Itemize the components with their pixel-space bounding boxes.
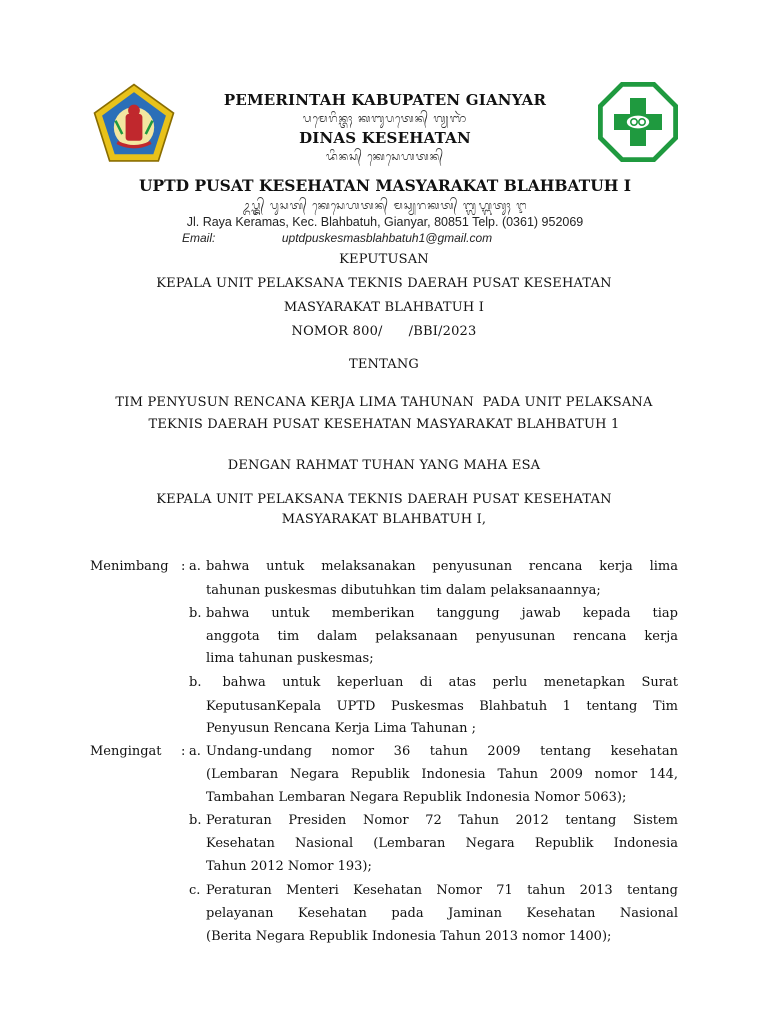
issuer-block-line-1: KEPALA UNIT PELAKSANA TEKNIS DAERAH PUSAT KESEHATAN <box>156 492 612 507</box>
mengingat-c-line: (Berita Negara Republik Indonesia Tahun 2013 nomor 1400); <box>206 929 612 944</box>
government-name: PEMERINTAH KABUPATEN GIANYAR <box>223 91 547 109</box>
puskesmas-logo <box>598 82 678 162</box>
subject-line-2: TEKNIS DAERAH PUSAT KESEHATAN MASYARAKAT BLAHBATUH 1 <box>148 417 620 432</box>
menimbang-c-line: KeputusanKepala UPTD Puskesmas Blahbatuh 1 tentang Tim <box>206 699 678 714</box>
menimbang-c-letter: b. <box>189 675 202 690</box>
tentang-heading: TENTANG <box>348 357 420 372</box>
agency-name: DINAS KESEHATAN <box>299 129 471 147</box>
mengingat-b-line: Peraturan Presiden Nomor 72 Tahun 2012 tentang Sistem <box>206 813 678 828</box>
government-name-balinese: ᬧᬫᬾᬭᬶᬦ᭄ᬢᬄ ᬓᬩᬸᬧᬢᬾᬦ᭄ ᬕ᭄ᬬᬜᬃ <box>302 112 468 125</box>
menimbang-a-line: bahwa untuk melaksanakan penyusunan rencana kerja lima <box>206 559 678 574</box>
mengingat-c-line: Peraturan Menteri Kesehatan Nomor 71 tahun 2013 tentang <box>206 883 678 898</box>
mengingat-colon: : <box>181 744 186 759</box>
menimbang-colon: : <box>181 559 186 574</box>
issuer-line-1: KEPALA UNIT PELAKSANA TEKNIS DAERAH PUSAT KESEHATAN <box>156 276 612 291</box>
issuer-line-2: MASYARAKAT BLAHBATUH I <box>283 300 485 315</box>
mengingat-a-line: Tambahan Lembaran Negara Republik Indonesia Nomor 5063); <box>206 790 627 805</box>
mengingat-a-letter: a. <box>189 744 201 759</box>
mengingat-c-line: pelayanan Kesehatan pada Jaminan Kesehatan Nasional <box>206 906 678 921</box>
menimbang-b-letter: b. <box>189 606 202 621</box>
institution-address: Jl. Raya Keramas, Kec. Blahbatuh, Gianyar, 80851 Telp. (0361) 952069 <box>186 215 584 229</box>
subject-line-1: TIM PENYUSUN RENCANA KERJA LIMA TAHUNAN PADA UNIT PELAKSANA <box>115 395 653 410</box>
menimbang-a-line: tahunan puskesmas dibutuhkan tim dalam pelaksanaannya; <box>206 583 601 598</box>
agency-name-balinese: ᬤᬶᬦᬲ᭄ ᬓᬾᬲᬾᬳᬢᬦ᭄ <box>325 150 445 163</box>
mengingat-c-letter: c. <box>189 883 201 898</box>
menimbang-label: Menimbang <box>90 559 169 574</box>
menimbang-a-letter: a. <box>189 559 201 574</box>
menimbang-b-line: anggota tim dalam pelaksanaan penyusunan rencana kerja <box>206 629 678 644</box>
issuer-block-line-2: MASYARAKAT BLAHBATUH I, <box>281 512 487 527</box>
menimbang-b-line: bahwa untuk memberikan tanggung jawab kepada tiap <box>206 606 678 621</box>
mengingat-b-letter: b. <box>189 813 202 828</box>
gianyar-regency-seal-logo <box>92 82 176 166</box>
invocation: DENGAN RAHMAT TUHAN YANG MAHA ESA <box>227 458 541 473</box>
mengingat-label: Mengingat <box>90 744 162 759</box>
menimbang-b-line: lima tahunan puskesmas; <box>206 651 374 666</box>
decree-number: NOMOR 800/ /BBI/2023 <box>291 324 477 339</box>
doc-type: KEPUTUSAN <box>339 252 429 267</box>
institution-email <box>92 231 678 245</box>
menimbang-c-line: bahwa untuk keperluan di atas perlu menetapkan Surat <box>206 675 678 690</box>
mengingat-b-line: Kesehatan Nasional (Lembaran Negara Republik Indonesia <box>206 836 678 851</box>
mengingat-b-line: Tahun 2012 Nomor 193); <box>206 859 372 874</box>
email-label: Email: <box>182 231 216 245</box>
menimbang-c-line: Penyusun Rencana Kerja Lima Tahunan ; <box>206 721 476 736</box>
institution-name-balinese: ᬉᬧ᭄ᬢ᭄ᬤ᭄ ᬧᬸᬲᬢ᭄ ᬓᬾᬲᬾᬳᬢᬦ᭄ ᬫᬲ᭄ᬬᬭᬓᬢ᭄ ᬩ᭄ᬮᬳ᭄ᬩᬢᬸᬄ ᬇ <box>242 199 528 212</box>
mengingat-a-line: Undang-undang nomor 36 tahun 2009 tentang kesehatan <box>206 744 678 759</box>
institution-name: UPTD PUSAT KESEHATAN MASYARAKAT BLAHBATUH I <box>138 176 632 195</box>
mengingat-a-line: (Lembaran Negara Republik Indonesia Tahun 2009 nomor 144, <box>206 767 678 782</box>
letterhead <box>92 78 678 246</box>
email-address: uptdpuskesmasblahbatuh1@gmail.com <box>281 231 493 245</box>
